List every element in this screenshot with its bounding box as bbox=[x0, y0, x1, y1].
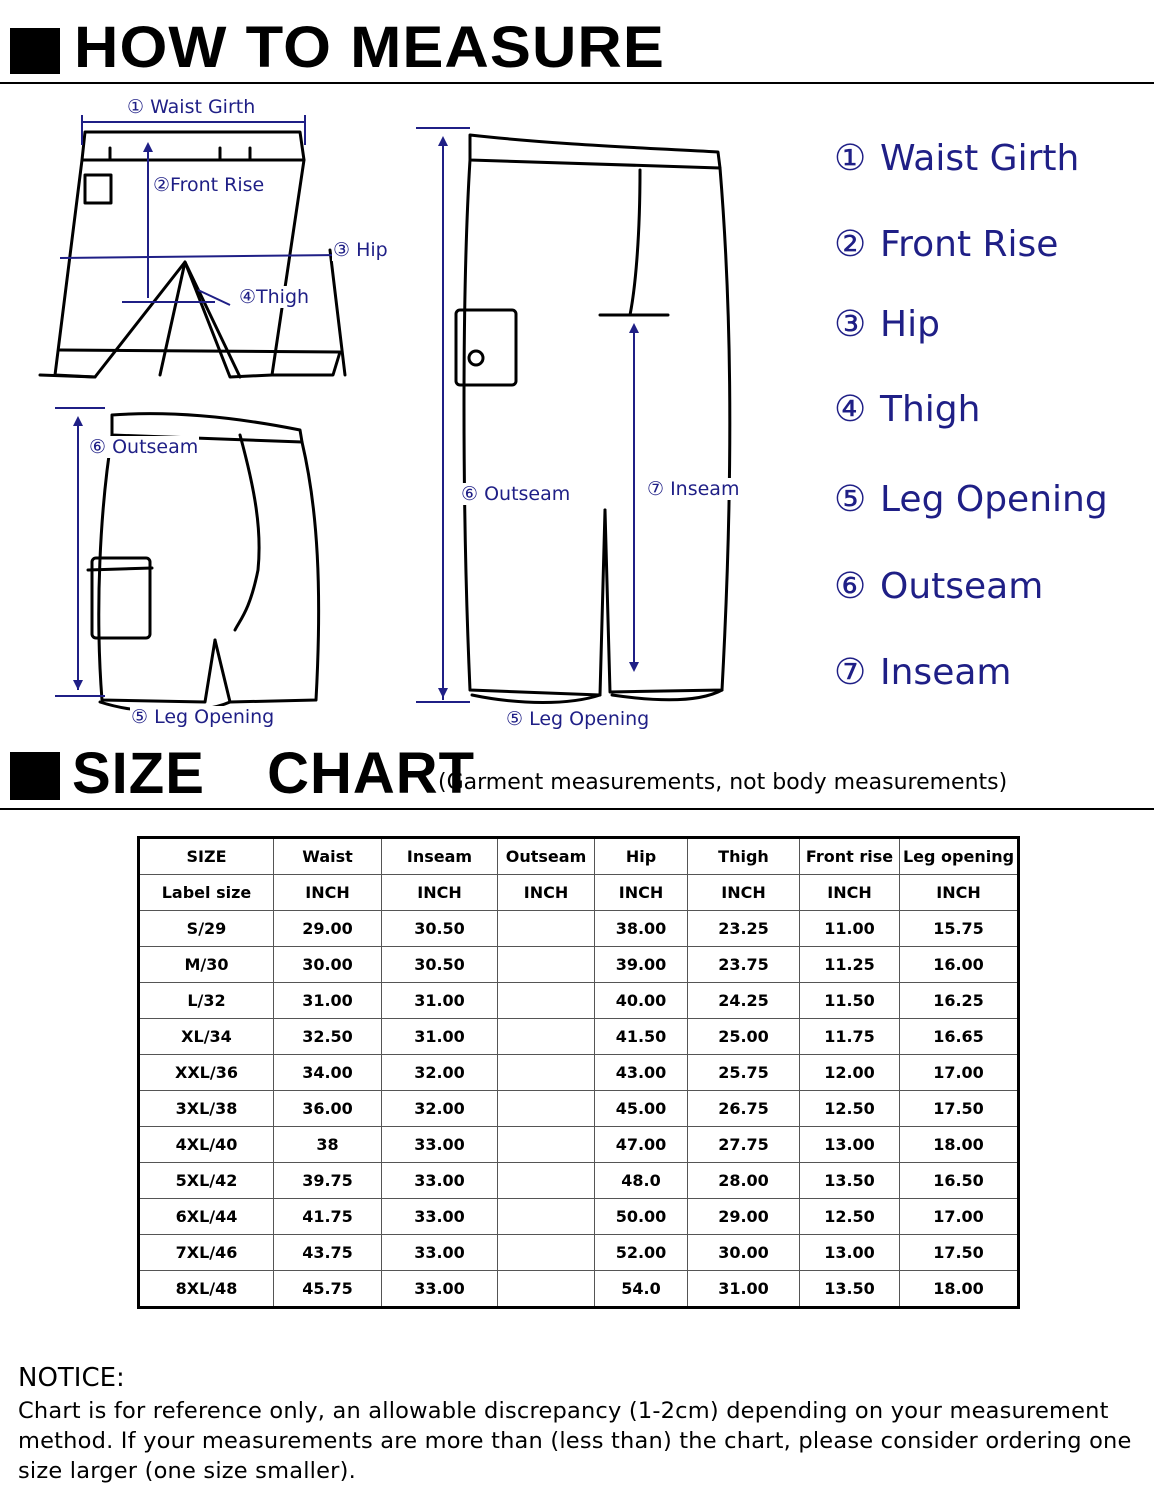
table-cell: 17.00 bbox=[900, 1055, 1019, 1091]
table-cell: 45.75 bbox=[274, 1271, 382, 1308]
table-cell: 4XL/40 bbox=[139, 1127, 274, 1163]
diagram-label-inseam-long: ⑦ Inseam bbox=[647, 478, 740, 500]
table-cell: 28.00 bbox=[688, 1163, 800, 1199]
table-cell: 31.00 bbox=[688, 1271, 800, 1308]
table-cell: Hip bbox=[595, 838, 688, 875]
table-cell: 48.0 bbox=[595, 1163, 688, 1199]
table-cell: Outseam bbox=[498, 838, 595, 875]
table-cell: 41.75 bbox=[274, 1199, 382, 1235]
table-cell bbox=[498, 983, 595, 1019]
legend-number: ① bbox=[834, 138, 867, 179]
legend-label: Waist Girth bbox=[880, 138, 1080, 179]
table-cell: 30.50 bbox=[382, 947, 498, 983]
diagram-label-thigh: ④Thigh bbox=[239, 286, 310, 308]
table-cell bbox=[498, 1271, 595, 1308]
table-row bbox=[139, 947, 1019, 983]
table-cell: 13.00 bbox=[800, 1127, 900, 1163]
diagram-label-outseam-long: ⑥ Outseam bbox=[461, 483, 571, 505]
table-row bbox=[139, 911, 1019, 947]
table-cell bbox=[498, 1163, 595, 1199]
table-row bbox=[139, 1271, 1019, 1308]
table-cell bbox=[498, 1199, 595, 1235]
how-to-measure-title: HOW TO MEASURE bbox=[74, 15, 665, 80]
header-divider bbox=[0, 82, 1154, 84]
table-cell: 38 bbox=[274, 1127, 382, 1163]
table-cell: 31.00 bbox=[382, 1019, 498, 1055]
table-cell: INCH bbox=[900, 875, 1019, 911]
notice-title: NOTICE: bbox=[18, 1363, 125, 1393]
table-cell: 31.00 bbox=[274, 983, 382, 1019]
legend-number: ⑦ bbox=[834, 652, 867, 693]
table-cell: 33.00 bbox=[382, 1199, 498, 1235]
table-row bbox=[139, 1055, 1019, 1091]
table-cell: 40.00 bbox=[595, 983, 688, 1019]
table-cell: 52.00 bbox=[595, 1235, 688, 1271]
table-cell: Label size bbox=[139, 875, 274, 911]
table-header-row bbox=[139, 838, 1019, 875]
table-cell: 39.00 bbox=[595, 947, 688, 983]
header-square-marker bbox=[10, 28, 60, 74]
table-cell bbox=[498, 1091, 595, 1127]
table-cell: 5XL/42 bbox=[139, 1163, 274, 1199]
table-cell bbox=[498, 911, 595, 947]
table-cell: XXL/36 bbox=[139, 1055, 274, 1091]
legend-item-front-rise bbox=[834, 224, 1058, 265]
table-cell: 17.50 bbox=[900, 1091, 1019, 1127]
table-cell: 11.75 bbox=[800, 1019, 900, 1055]
table-cell: 17.00 bbox=[900, 1199, 1019, 1235]
table-cell: 16.50 bbox=[900, 1163, 1019, 1199]
table-cell: INCH bbox=[688, 875, 800, 911]
table-cell: 33.00 bbox=[382, 1235, 498, 1271]
table-cell: 31.00 bbox=[382, 983, 498, 1019]
legend-item-hip bbox=[834, 304, 940, 345]
legend-item-waist-girth bbox=[834, 138, 1079, 179]
table-cell: 29.00 bbox=[274, 911, 382, 947]
legend-number: ⑥ bbox=[834, 566, 867, 607]
table-cell: 13.00 bbox=[800, 1235, 900, 1271]
table-cell: Front rise bbox=[800, 838, 900, 875]
legend-number: ⑤ bbox=[834, 479, 867, 520]
table-cell: INCH bbox=[274, 875, 382, 911]
table-cell: 32.50 bbox=[274, 1019, 382, 1055]
table-cell: 11.50 bbox=[800, 983, 900, 1019]
notice-body: Chart is for reference only, an allowable discrepancy (1-2cm) depending on your measurement method. If your measurements are more than (less than) the chart, please consider ordering one size larger (one size smaller). bbox=[18, 1398, 1132, 1484]
table-cell: 23.75 bbox=[688, 947, 800, 983]
diagram-label-leg-opening-long: ⑤ Leg Opening bbox=[506, 708, 650, 730]
table-cell: 18.00 bbox=[900, 1127, 1019, 1163]
table-cell bbox=[498, 1127, 595, 1163]
size-chart-subtitle: (Garment measurements, not body measurements) bbox=[438, 770, 1008, 795]
table-cell: 25.00 bbox=[688, 1019, 800, 1055]
legend-item-outseam bbox=[834, 566, 1043, 607]
legend-number: ② bbox=[834, 224, 867, 265]
table-cell: 12.50 bbox=[800, 1091, 900, 1127]
table-cell: INCH bbox=[498, 875, 595, 911]
table-cell: 13.50 bbox=[800, 1271, 900, 1308]
table-cell: 38.00 bbox=[595, 911, 688, 947]
table-cell: 43.00 bbox=[595, 1055, 688, 1091]
table-cell: 33.00 bbox=[382, 1163, 498, 1199]
table-cell: 36.00 bbox=[274, 1091, 382, 1127]
table-cell: 33.00 bbox=[382, 1127, 498, 1163]
table-row bbox=[139, 1091, 1019, 1127]
table-cell: 32.00 bbox=[382, 1055, 498, 1091]
diagram-label-leg-opening-side: ⑤ Leg Opening bbox=[131, 706, 275, 728]
table-cell: S/29 bbox=[139, 911, 274, 947]
table-cell bbox=[498, 947, 595, 983]
table-row bbox=[139, 1019, 1019, 1055]
table-cell: 41.50 bbox=[595, 1019, 688, 1055]
legend-label: Leg Opening bbox=[880, 479, 1108, 520]
diagram-label-waist-girth: ① Waist Girth bbox=[127, 96, 256, 118]
table-row bbox=[139, 1199, 1019, 1235]
diagram-label-hip: ③ Hip bbox=[333, 239, 388, 261]
table-cell: INCH bbox=[595, 875, 688, 911]
table-cell: 33.00 bbox=[382, 1271, 498, 1308]
table-cell: INCH bbox=[382, 875, 498, 911]
table-cell: 18.00 bbox=[900, 1271, 1019, 1308]
table-cell: 6XL/44 bbox=[139, 1199, 274, 1235]
table-cell: M/30 bbox=[139, 947, 274, 983]
table-row bbox=[139, 1163, 1019, 1199]
shorts-diagram-svg bbox=[0, 90, 800, 740]
table-cell bbox=[498, 1019, 595, 1055]
header-divider bbox=[0, 808, 1154, 810]
table-cell: 12.00 bbox=[800, 1055, 900, 1091]
table-cell: XL/34 bbox=[139, 1019, 274, 1055]
table-cell: 16.65 bbox=[900, 1019, 1019, 1055]
legend-label: Inseam bbox=[880, 652, 1012, 693]
size-chart-body bbox=[139, 838, 1019, 1308]
table-cell: 8XL/48 bbox=[139, 1271, 274, 1308]
diagram-label-outseam-side: ⑥ Outseam bbox=[89, 436, 199, 458]
size-chart-title: SIZE CHART bbox=[72, 741, 476, 806]
legend-item-thigh bbox=[834, 389, 980, 430]
table-cell: 26.75 bbox=[688, 1091, 800, 1127]
table-cell: 54.0 bbox=[595, 1271, 688, 1308]
table-cell: 23.25 bbox=[688, 911, 800, 947]
table-cell: 32.00 bbox=[382, 1091, 498, 1127]
legend-number: ③ bbox=[834, 304, 867, 345]
table-cell: 27.75 bbox=[688, 1127, 800, 1163]
table-cell: INCH bbox=[800, 875, 900, 911]
legend-number: ④ bbox=[834, 389, 867, 430]
table-cell: 12.50 bbox=[800, 1199, 900, 1235]
legend-label: Outseam bbox=[880, 566, 1044, 607]
measurement-diagrams bbox=[0, 90, 800, 740]
header-square-marker bbox=[10, 752, 60, 800]
table-cell: 45.00 bbox=[595, 1091, 688, 1127]
table-cell: 13.50 bbox=[800, 1163, 900, 1199]
table-cell: 17.50 bbox=[900, 1235, 1019, 1271]
table-cell: 30.50 bbox=[382, 911, 498, 947]
table-cell bbox=[498, 1055, 595, 1091]
table-cell: 29.00 bbox=[688, 1199, 800, 1235]
table-cell: Leg opening bbox=[900, 838, 1019, 875]
table-cell: 34.00 bbox=[274, 1055, 382, 1091]
table-cell: 24.25 bbox=[688, 983, 800, 1019]
table-cell: 30.00 bbox=[688, 1235, 800, 1271]
table-cell: 50.00 bbox=[595, 1199, 688, 1235]
table-cell: Thigh bbox=[688, 838, 800, 875]
table-cell: 25.75 bbox=[688, 1055, 800, 1091]
table-cell: Inseam bbox=[382, 838, 498, 875]
table-cell: 30.00 bbox=[274, 947, 382, 983]
table-cell: 47.00 bbox=[595, 1127, 688, 1163]
legend-label: Thigh bbox=[880, 389, 981, 430]
table-cell: 11.00 bbox=[800, 911, 900, 947]
table-row bbox=[139, 1127, 1019, 1163]
table-cell: 11.25 bbox=[800, 947, 900, 983]
legend-item-inseam bbox=[834, 652, 1011, 693]
table-row bbox=[139, 983, 1019, 1019]
table-cell bbox=[498, 1235, 595, 1271]
table-row bbox=[139, 1235, 1019, 1271]
legend-label: Front Rise bbox=[880, 224, 1059, 265]
long-shorts-drawing bbox=[456, 135, 730, 703]
legend-item-leg-opening bbox=[834, 479, 1108, 520]
table-cell: L/32 bbox=[139, 983, 274, 1019]
table-cell: SIZE bbox=[139, 838, 274, 875]
table-cell: 3XL/38 bbox=[139, 1091, 274, 1127]
table-cell: 7XL/46 bbox=[139, 1235, 274, 1271]
table-cell: 16.00 bbox=[900, 947, 1019, 983]
table-cell: Waist bbox=[274, 838, 382, 875]
notice-section bbox=[18, 1360, 1148, 1486]
table-units-row bbox=[139, 875, 1019, 911]
legend-label: Hip bbox=[880, 304, 940, 345]
side-shorts-drawing bbox=[88, 414, 319, 712]
table-cell: 39.75 bbox=[274, 1163, 382, 1199]
size-chart-table bbox=[137, 836, 1020, 1309]
table-cell: 43.75 bbox=[274, 1235, 382, 1271]
diagram-label-front-rise: ②Front Rise bbox=[153, 174, 265, 196]
table-cell: 15.75 bbox=[900, 911, 1019, 947]
table-cell: 16.25 bbox=[900, 983, 1019, 1019]
